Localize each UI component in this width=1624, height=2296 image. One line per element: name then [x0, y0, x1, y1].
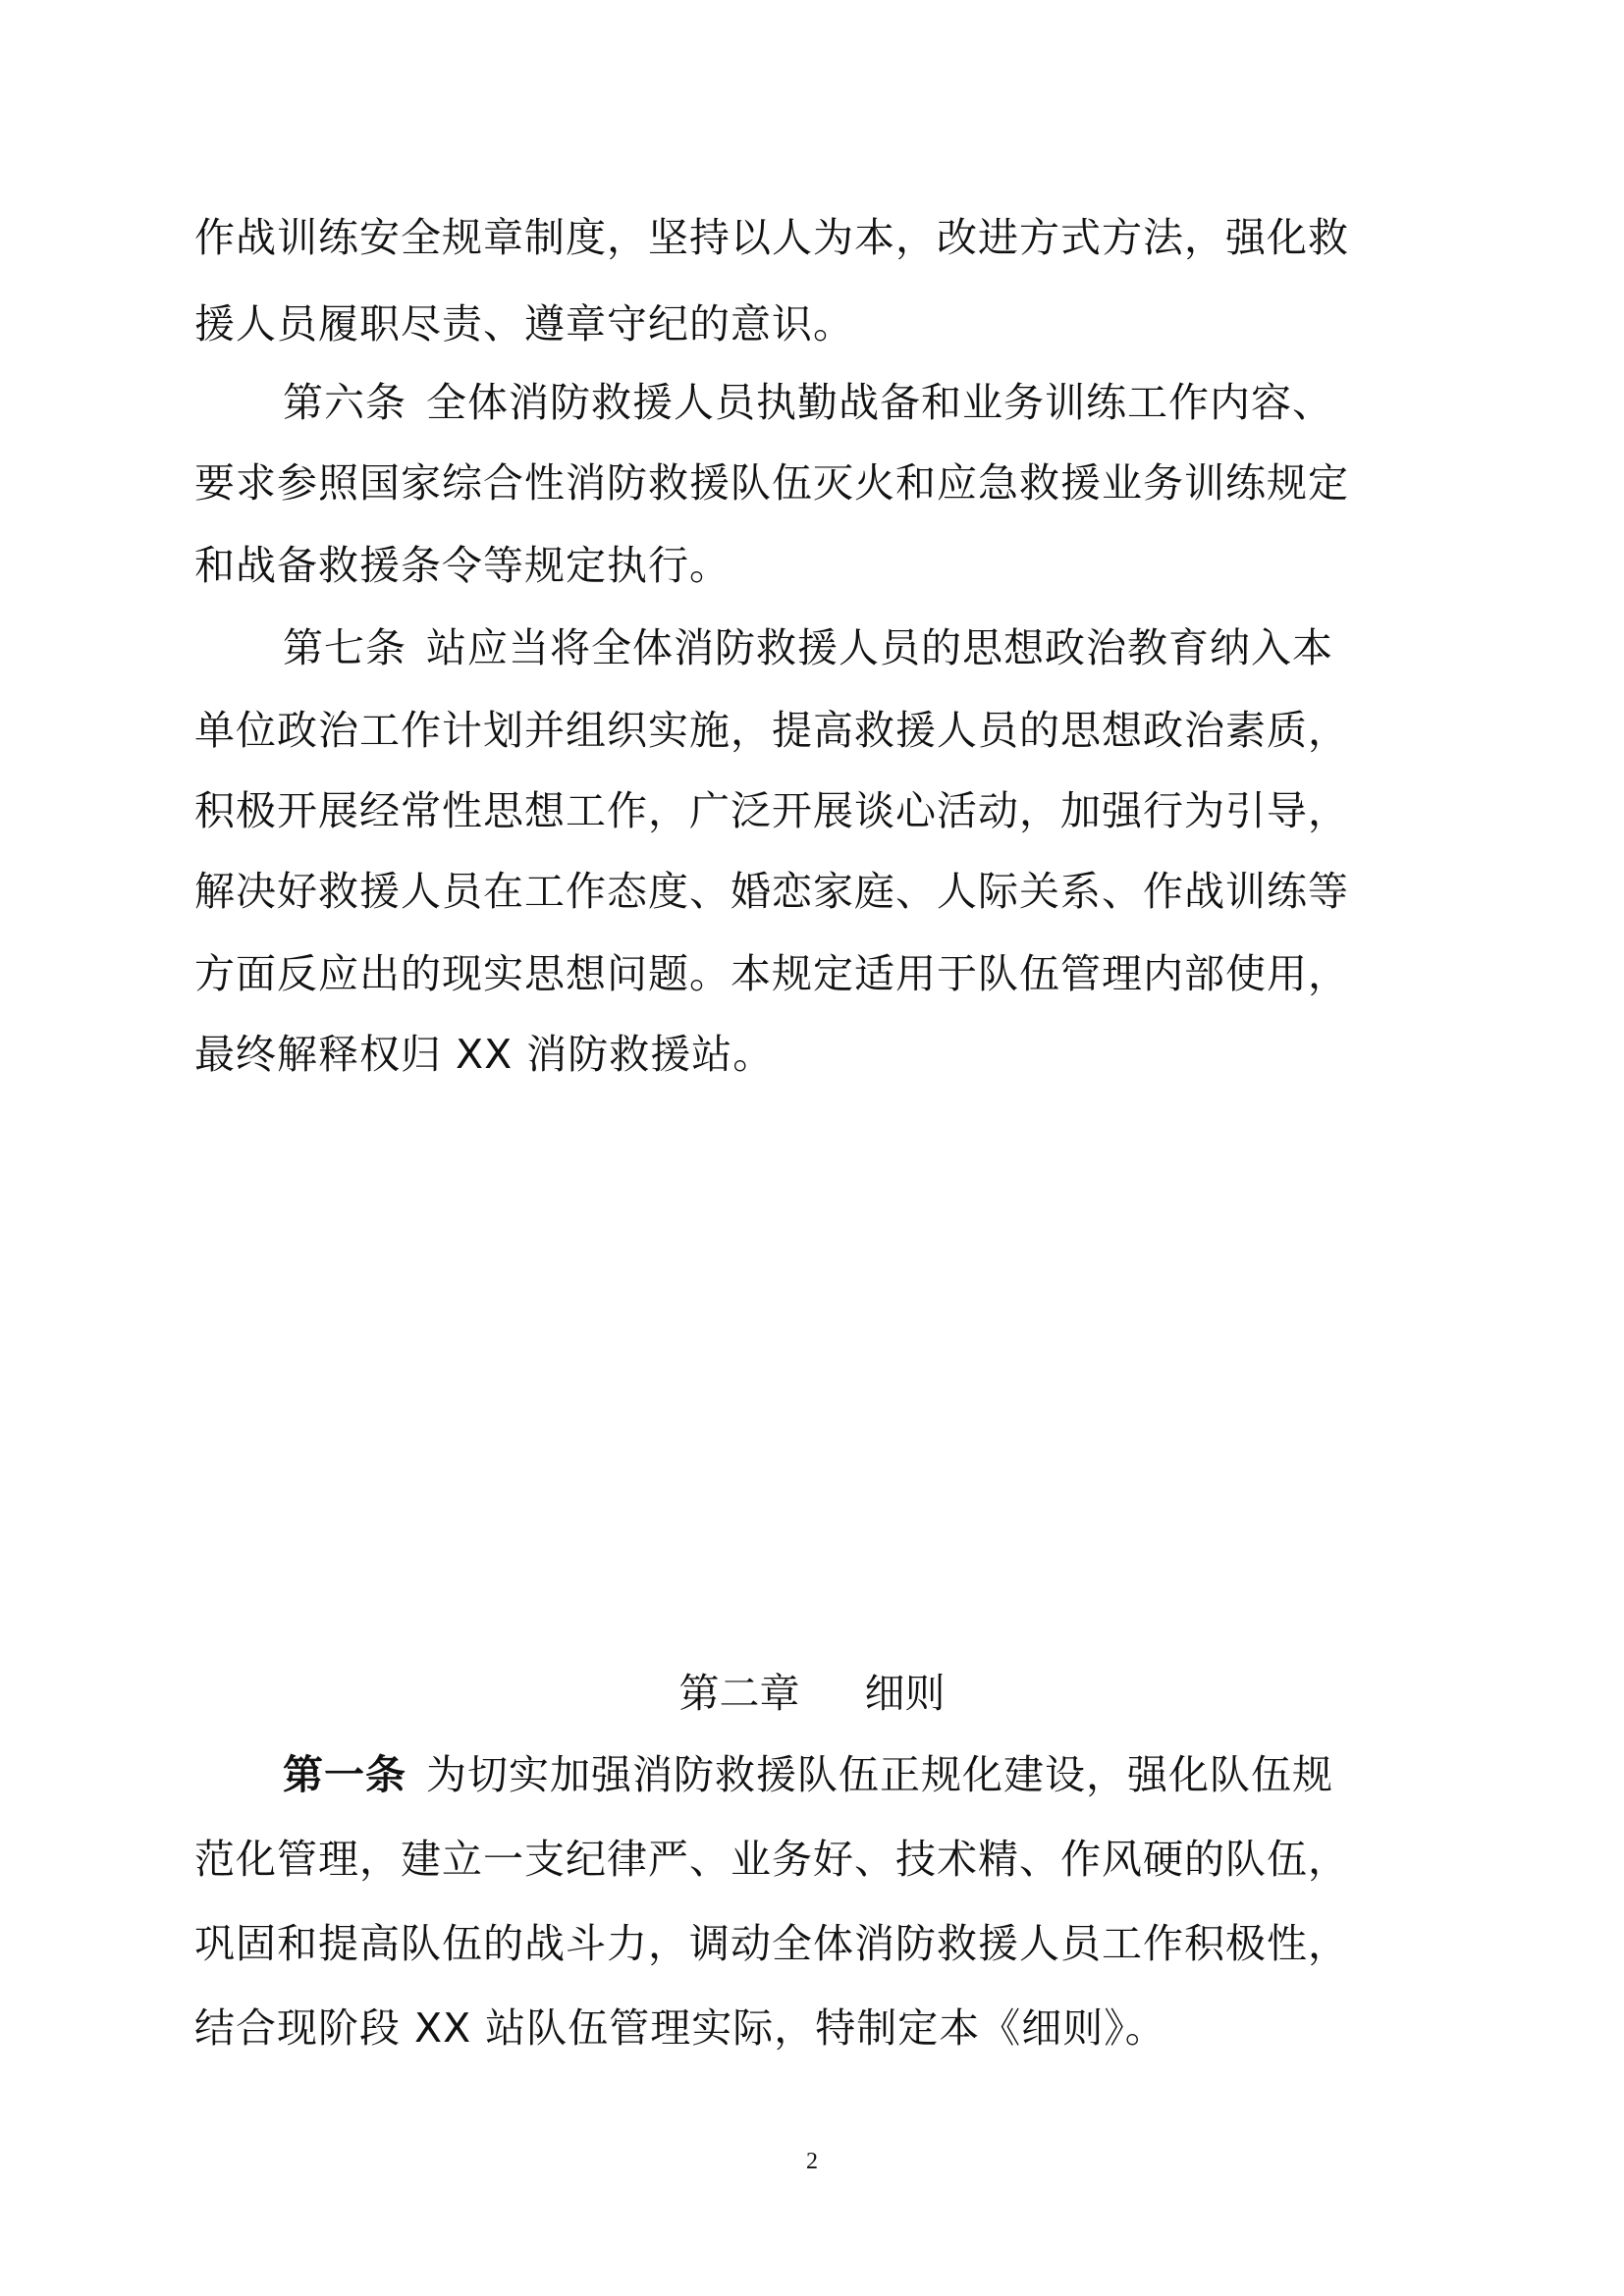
- article-7-first-line: [283, 618, 1333, 677]
- article-6-line-1: 全体消防救援人员执勤战备和业务训练工作内容、: [426, 379, 1333, 426]
- article-1-line-2: 范化管理，建立一支纪律严、业务好、技术精、作风硬的队伍，: [194, 1836, 1349, 1883]
- article-6-label: 第六条: [283, 379, 406, 426]
- article-7-line-6: 最终解释权归 XX 消防救援站。: [194, 1031, 775, 1078]
- chapter-2-title: [0, 1664, 1624, 1723]
- article-6-first-line: [283, 373, 1333, 432]
- article-1-label: 第一条: [283, 1751, 406, 1798]
- chapter-2-number: 第二章: [678, 1670, 800, 1717]
- article-1-first-line: [283, 1745, 1333, 1804]
- page-number: 2: [806, 2149, 818, 2174]
- chapter-2-name: 细则: [864, 1670, 946, 1717]
- article-6-line-2: 要求参照国家综合性消防救援队伍灭火和应急救援业务训练规定: [194, 459, 1349, 507]
- article-6-line-3: 和战备救援条令等规定执行。: [194, 542, 731, 589]
- article-7-line-2: 单位政治工作计划并组织实施，提高救援人员的思想政治素质，: [194, 707, 1349, 754]
- article-1-line-3: 巩固和提高队伍的战斗力，调动全体消防救援人员工作积极性，: [194, 1920, 1349, 1967]
- article-1-line-1: 为切实加强消防救援队伍正规化建设，强化队伍规: [426, 1751, 1333, 1798]
- paragraph-cont-line-2: 援人员履职尽责、遵章守纪的意识。: [194, 300, 854, 347]
- article-7-label: 第七条: [283, 624, 406, 671]
- article-7-line-4: 解决好救援人员在工作态度、婚恋家庭、人际关系、作战训练等: [194, 868, 1349, 915]
- article-7-line-1: 站应当将全体消防救援人员的思想政治教育纳入本: [426, 624, 1333, 671]
- article-1-line-4: 结合现阶段 XX 站队伍管理实际，特制定本《细则》。: [194, 2004, 1166, 2052]
- article-7-line-5: 方面反应出的现实思想问题。本规定适用于队伍管理内部使用，: [194, 950, 1349, 997]
- paragraph-cont-line-1: 作战训练安全规章制度，坚持以人为本，改进方式方法，强化救: [194, 214, 1349, 261]
- article-7-line-3: 积极开展经常性思想工作，广泛开展谈心活动，加强行为引导，: [194, 787, 1349, 834]
